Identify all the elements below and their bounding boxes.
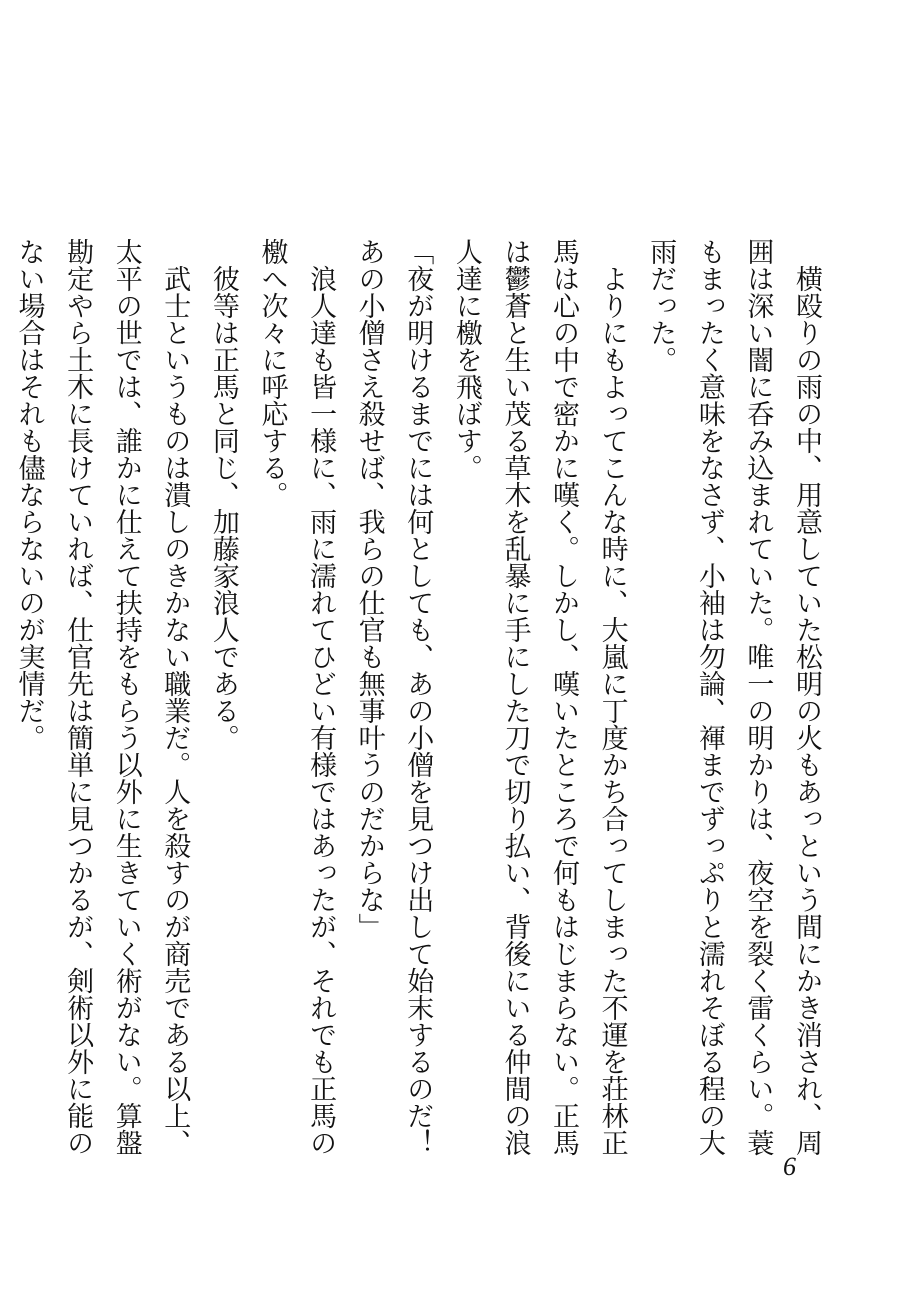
paragraph-1: 横殴りの雨の中、用意していた松明の火もあっという間にかき消され、周囲は深い闇に呑み込まれていた。唯一の明かりは、夜空を裂く雷くらい。蓑もまったく意味をなさず、小袖は勿論、褌までずっぷりと濡れそぼる程の大雨だった。 xyxy=(645,238,822,1156)
vertical-text-body xyxy=(0,238,830,1183)
paragraph-7 xyxy=(0,238,4,1178)
page-number: 6 xyxy=(783,1152,796,1181)
paragraph-3-dialogue: 「夜が明けるまでには何としても、あの小僧を見つけ出して始末するのだ！ あの小僧さえ殺せば、我らの仕官も無事叶うのだからな」 xyxy=(353,238,434,1183)
paragraph-4: 浪人達も皆一様に、雨に濡れてひどい有様ではあったが、それでも正馬の檄へ次々に呼応する。 xyxy=(256,238,337,1156)
paragraph-6: 武士というものは潰しのきかない職業だ。人を殺すのが商売である以上、太平の世では、誰かに仕えて扶持をもらう以外に生きていく術がない。算盤勘定やら土木に長けていれば、仕官先は簡単に見つかるが、剣術以外に能のない場合はそれも儘ならないのが実情だ。 xyxy=(13,238,191,1156)
paragraph-2: よりにもよってこんな時に、大嵐に丁度かち合ってしまった不運を荘林正馬は心の中で密かに嘆く。しかし、嘆いたところで何もはじまらない。正馬は鬱蒼と生い茂る草木を乱暴に手にした刀で切り払い、背後にいる仲間の浪人達に檄を飛ばす。 xyxy=(450,238,628,1156)
paragraph-5: 彼等は正馬と同じ、加藤家浪人である。 xyxy=(207,265,239,751)
